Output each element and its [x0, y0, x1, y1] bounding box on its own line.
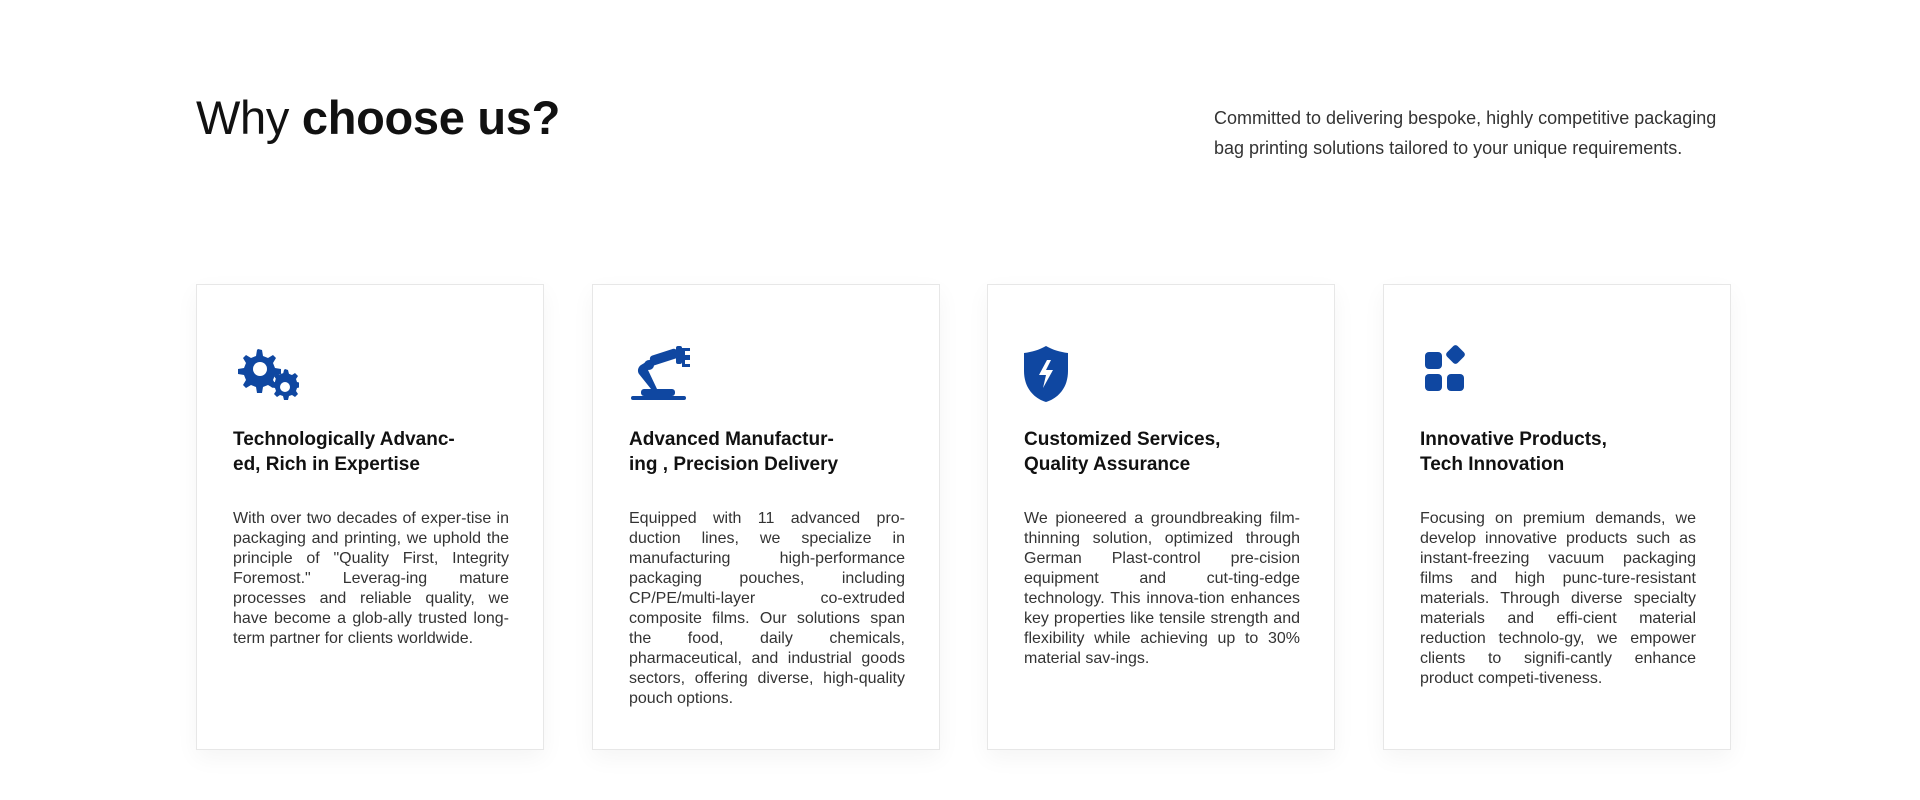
card-description: We pioneered a groundbreaking film-thinning solution, optimized through German Plast-control pre-cision equipment and cut-ting-edge technology. This innova-tion enhances key properties like tensile strength and flexibility while achieving up to 30% material sav-ings. — [1024, 510, 1300, 667]
section-title — [196, 92, 560, 144]
card-title: Customized Services, Quality Assurance — [1024, 429, 1221, 475]
shield-lightning-icon — [1024, 345, 1090, 403]
card-description: With over two decades of exper-tise in packaging and printing, we uphold the principle of "Quality First, Integrity Foremost." Leverag-ing mature processes and reliable quality, we have become a glob-ally trusted long-term partner for clients worldwide. — [233, 510, 509, 647]
feature-card-manufacturing — [592, 284, 940, 750]
section-title-emphasis: choose us? — [301, 91, 561, 144]
card-description: Equipped with 11 advanced pro-duction lines, we specialize in manufacturing high-performance packaging pouches, including CP/PE/multi-layer co-extruded composite films. Our solutions span the food, daily chemicals, pharmaceutical, and industrial goods sectors, offering diverse, high-quality pouch options. — [629, 510, 905, 707]
card-description: Focusing on premium demands, we develop innovative products such as instant-freezing vacuum packaging films and high punc-ture-resistant materials. Through diverse specialty materials and effi-cient material reduction technolo-gy, we empower clients to signifi-cantly enhance product competi-tiveness. — [1420, 510, 1696, 687]
apps-grid-icon — [1420, 345, 1486, 403]
feature-card-list — [196, 284, 1733, 752]
section-subtitle: Committed to delivering bespoke, highly competitive packaging bag printing solutions tailored to your unique requirements. — [1214, 108, 1717, 158]
card-title: Advanced Manufactur- ing , Precision Delivery — [629, 429, 839, 475]
card-title: Innovative Products, Tech Innovation — [1420, 429, 1607, 475]
card-title: Technologically Advanc- ed, Rich in Expertise — [233, 429, 455, 475]
feature-card-service — [987, 284, 1335, 750]
section-title-prefix: Why — [196, 91, 302, 144]
gear-icon — [233, 345, 299, 403]
feature-card-innovation — [1383, 284, 1731, 750]
robot-arm-icon — [629, 345, 695, 403]
feature-card-technology — [196, 284, 544, 750]
